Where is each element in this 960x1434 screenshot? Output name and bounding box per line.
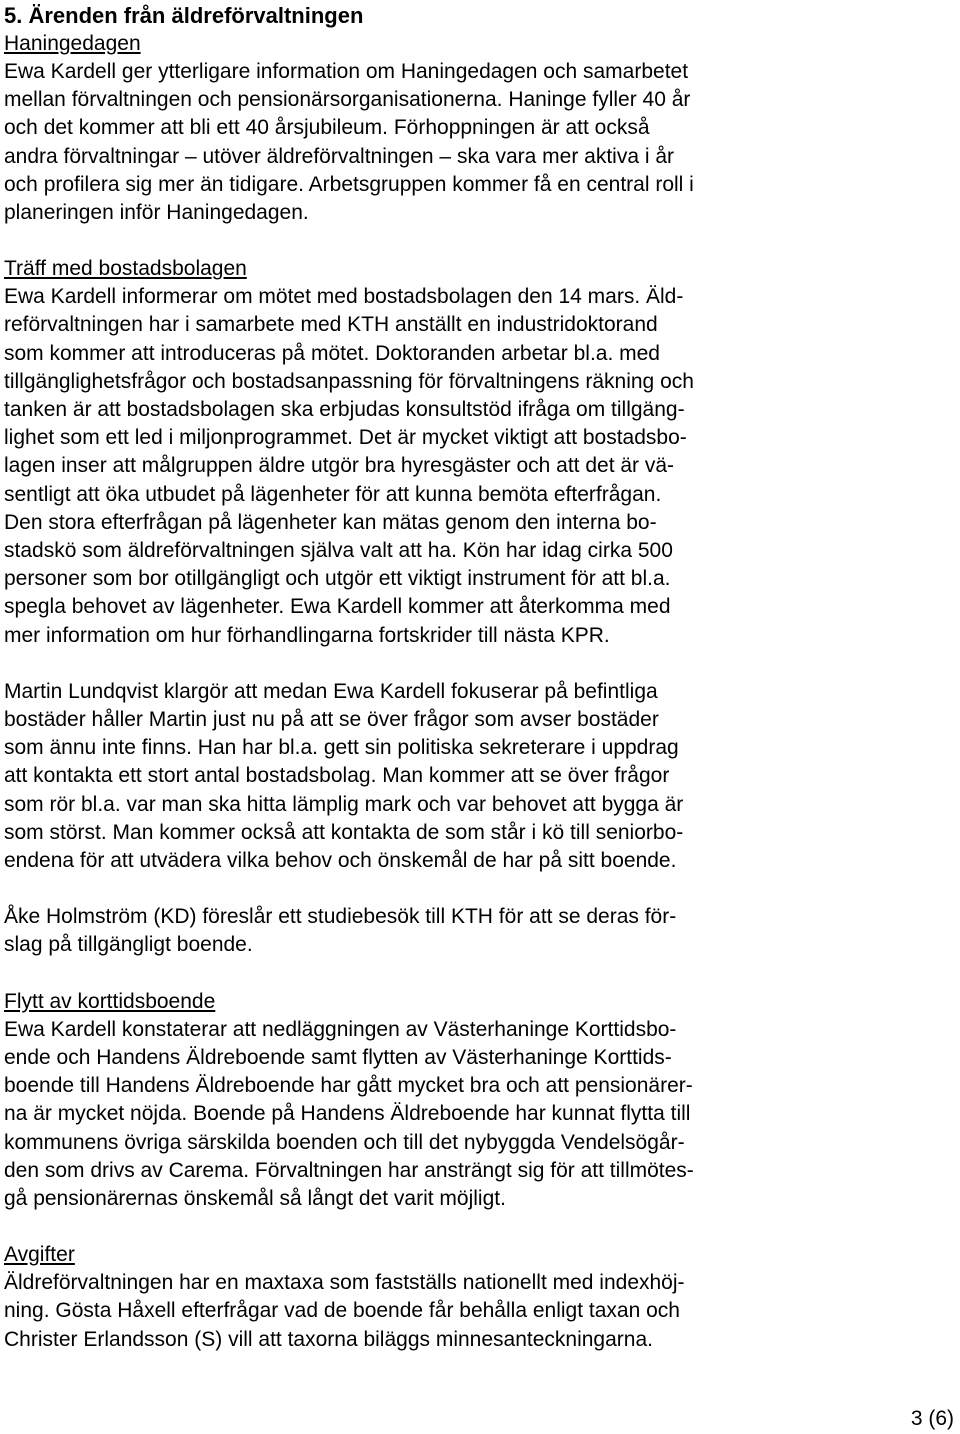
text-line: lighet som ett led i miljonprogrammet. Det är mycket viktigt att bostadsbo- bbox=[4, 426, 687, 450]
text-line: Den stora efterfrågan på lägenheter kan mätas genom den interna bo- bbox=[4, 510, 657, 534]
text-line: Ewa Kardell konstaterar att nedläggningen av Västerhaninge Korttidsbo- bbox=[4, 1017, 677, 1041]
text-line: lagen inser att målgruppen äldre utgör bra hyresgäster och att det är vä- bbox=[4, 454, 675, 478]
text-line: ende och Handens Äldreboende samt flytten av Västerhaninge Korttids- bbox=[4, 1045, 672, 1069]
section-spacer bbox=[4, 1213, 954, 1241]
text-line: gå pensionärernas önskemål så långt det varit möjligt. bbox=[4, 1186, 506, 1210]
text-line: personer som bor otillgängligt och utgör ett viktigt instrument för att bl.a. bbox=[4, 567, 671, 591]
text-line: Ewa Kardell informerar om mötet med bostadsbolagen den 14 mars. Äld- bbox=[4, 285, 684, 309]
text-line: boende till Handens Äldreboende har gått mycket bra och att pensionärer- bbox=[4, 1074, 693, 1098]
text-line: endena för att utvädera vilka behov och önskemål de har på sitt boende. bbox=[4, 849, 677, 873]
text-line: tillgänglighetsfrågor och bostadsanpassning för förvaltningens räkning och bbox=[4, 369, 694, 393]
paragraph bbox=[4, 1016, 954, 1213]
text-line: och profilera sig mer än tidigare. Arbetsgruppen kommer få en central roll i bbox=[4, 172, 694, 196]
text-line: stadskö som äldreförvaltningen själva valt att ha. Kön har idag cirka 500 bbox=[4, 539, 673, 563]
text-line: spegla behovet av lägenheter. Ewa Kardell kommer att återkomma med bbox=[4, 595, 671, 619]
text-line: sentligt att öka utbudet på lägenheter för att kunna bemöta efterfrågan. bbox=[4, 482, 662, 506]
text-line: mer information om hur förhandlingarna fortskrider till nästa KPR. bbox=[4, 623, 610, 647]
subsection-heading: Träff med bostadsbolagen bbox=[4, 257, 247, 281]
text-line: Christer Erlandsson (S) vill att taxorna biläggs minnesanteckningarna. bbox=[4, 1327, 653, 1351]
paragraph-spacer bbox=[4, 650, 954, 678]
text-line: planeringen inför Haningedagen. bbox=[4, 201, 309, 225]
text-line: Ewa Kardell ger ytterligare information om Haningedagen och samarbetet bbox=[4, 60, 689, 83]
section-spacer bbox=[4, 960, 954, 988]
paragraph bbox=[4, 1269, 954, 1354]
text-line: na är mycket nöjda. Boende på Handens Äldreboende har kunnat flytta till bbox=[4, 1102, 691, 1126]
paragraph bbox=[4, 283, 954, 650]
paragraph bbox=[4, 58, 954, 227]
text-line: som rör bl.a. var man ska hitta lämplig mark och var behovet att bygga är bbox=[4, 792, 684, 816]
text-line: och det kommer att bli ett 40 årsjubileum. Förhoppningen är att också bbox=[4, 116, 650, 140]
text-line: bostäder håller Martin just nu på att se över frågor som avser bostäder bbox=[4, 708, 659, 732]
text-line: att kontakta ett stort antal bostadsbolag. Man kommer att se över frågor bbox=[4, 764, 670, 788]
section-spacer bbox=[4, 227, 954, 255]
text-line: mellan förvaltningen och pensionärsorganisationerna. Haninge fyller 40 år bbox=[4, 88, 691, 112]
subsection-heading: Flytt av korttidsboende bbox=[4, 989, 216, 1013]
page-number: 3 (6) bbox=[910, 1407, 954, 1430]
paragraph bbox=[4, 678, 954, 875]
text-line: slag på tillgängligt boende. bbox=[4, 933, 253, 957]
text-line: som ännu inte finns. Han har bl.a. gett sin politiska sekreterare i uppdrag bbox=[4, 736, 679, 760]
text-line: andra förvaltningar – utöver äldreförvaltningen – ska vara mer aktiva i år bbox=[4, 144, 675, 168]
text-line: reförvaltningen har i samarbete med KTH anställt en industridoktorand bbox=[4, 313, 658, 337]
text-line: kommunens övriga särskilda boenden och till det nybyggda Vendelsögår- bbox=[4, 1130, 685, 1154]
document-page bbox=[4, 2, 954, 1354]
subsection-heading: Haningedagen bbox=[4, 32, 141, 55]
text-line: tanken är att bostadsbolagen ska erbjudas konsultstöd ifråga om tillgäng- bbox=[4, 398, 685, 422]
subsection-heading: Avgifter bbox=[4, 1243, 75, 1267]
paragraph-spacer bbox=[4, 875, 954, 903]
text-line: den som drivs av Carema. Förvaltningen har ansträngt sig för att tillmötes- bbox=[4, 1158, 694, 1182]
text-line: Äldreförvaltningen har en maxtaxa som fastställs nationellt med indexhöj- bbox=[4, 1271, 685, 1295]
paragraph bbox=[4, 903, 954, 959]
section-heading: 5. Ärenden från äldreförvaltningen bbox=[4, 3, 364, 28]
text-line: som störst. Man kommer också att kontakta de som står i kö till seniorbo- bbox=[4, 820, 684, 844]
text-line: ning. Gösta Håxell efterfrågar vad de boende får behålla enligt taxan och bbox=[4, 1299, 680, 1323]
text-line: Martin Lundqvist klargör att medan Ewa Kardell fokuserar på befintliga bbox=[4, 679, 658, 703]
text-line: som kommer att introduceras på mötet. Doktoranden arbetar bl.a. med bbox=[4, 341, 660, 365]
document-body bbox=[4, 30, 954, 1354]
text-line: Åke Holmström (KD) föreslår ett studiebesök till KTH för att se deras för- bbox=[4, 905, 677, 929]
